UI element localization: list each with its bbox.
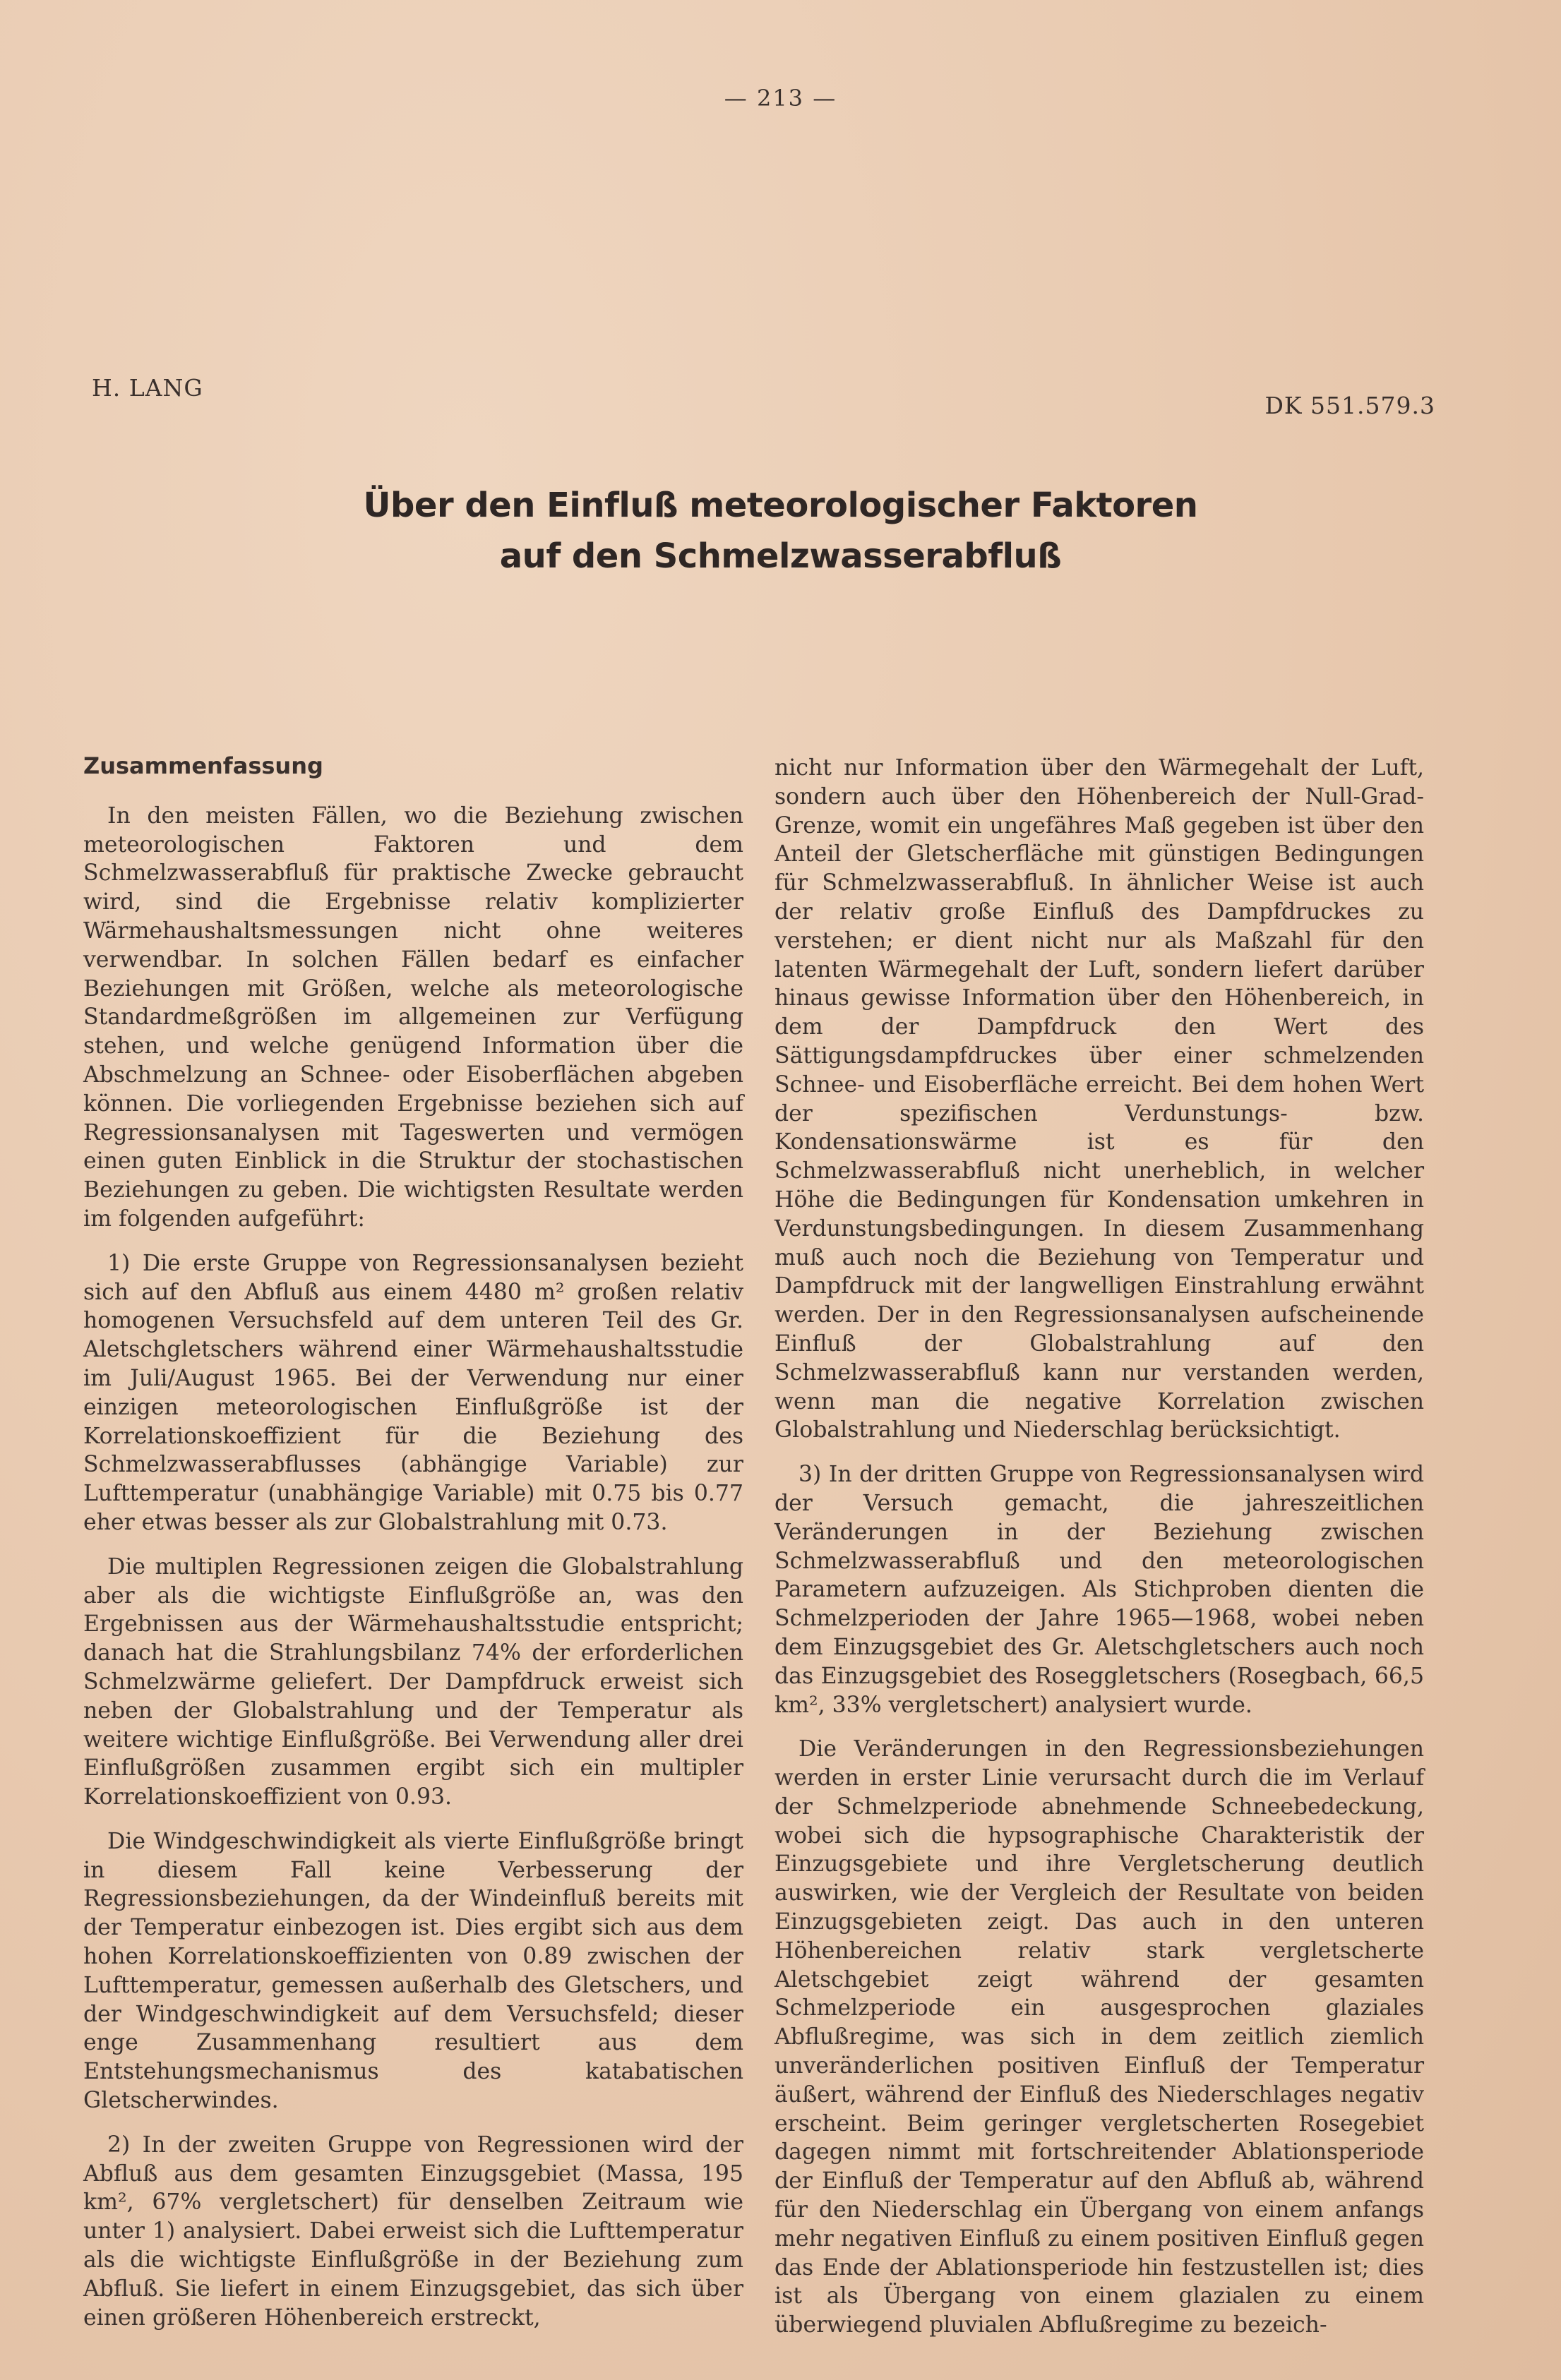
left-column	[83, 752, 743, 2348]
paragraph: Die Veränderungen in den Regressionsbeziehungen werden in erster Linie verursacht durch die im Verlauf der Schmelzperiode abnehmende Schneebedeckung, wobei sich die hypsographische Charakteristik der Einzugsgebiete und ihre Vergletscherung deutlich auswirken, wie der Vergleich der Resultate von beiden Einzugsgebieten zeigt. Das auch in den unteren Höhenbereichen relativ stark vergletscherte Aletschgebiet zeigt während der gesamten Schmelzperiode ein ausgesprochen glaziales Abflußregime, was sich in dem zeitlich ziemlich unveränderlichen positiven Einfluß der Temperatur äußert, während der Einfluß des Niederschlages negativ erscheint. Beim geringer vergletscherten Rosegebiet dagegen nimmt mit fortschreitender Ablationsperiode der Einfluß der Temperatur auf den Abfluß ab, während für den Niederschlag ein Übergang von einem anfangs mehr negativen Einfluß zu einem positiven Einfluß gegen das Ende der Ablationsperiode hin festzustellen ist; dies ist als Übergang von einem glazialen zu einem überwiegend pluvialen Abflußregime zu bezeich-	[774, 1736, 1424, 2338]
page-number: — 213 —	[724, 85, 837, 112]
section-heading: Zusammenfassung	[83, 752, 323, 779]
article-title	[0, 480, 1561, 582]
paragraph: In den meisten Fällen, wo die Beziehung zwischen meteorologischen Faktoren und dem Schmelzwasserabfluß für praktische Zwecke gebraucht wird, sind die Ergebnisse relativ komplizierter Wärmehaushaltsmessungen nicht ohne weiteres verwendbar. In solchen Fällen bedarf es einfacher Beziehungen mit Größen, welche als meteorologische Standardmeßgrößen im allgemeinen zur Verfügung stehen, und welche genügend Information über die Abschmelzung an Schnee- oder Eisoberflächen abgeben können. Die vorliegenden Ergebnisse beziehen sich auf Regressionsanalysen mit Tageswerten und vermögen einen guten Einblick in die Struktur der stochastischen Beziehungen zu geben. Die wichtigsten Resultate werden im folgenden aufgeführt:	[83, 803, 743, 1232]
dk-classification: DK 551.579.3	[1264, 392, 1435, 419]
author: H. LANG	[92, 374, 203, 402]
paragraph: 3) In der dritten Gruppe von Regressionsanalysen wird der Versuch gemacht, die jahreszeitlichen Veränderungen in der Beziehung zwischen Schmelzwasserabfluß und den meteorologischen Parametern aufzuzeigen. Als Stichproben dienten die Schmelzperioden der Jahre 1965—1968, wobei neben dem Einzugsgebiet des Gr. Aletschgletschers auch noch das Einzugsgebiet des Roseggletschers (Rosegbach, 66,5 km², 33% vergletschert) analysiert wurde.	[774, 1462, 1424, 1718]
paragraph: 1) Die erste Gruppe von Regressionsanalysen bezieht sich auf den Abfluß aus einem 4480 m² großen relativ homogenen Versuchsfeld auf dem unteren Teil des Gr. Aletschgletschers während einer Wärmehaushaltsstudie im Juli/August 1965. Bei der Verwendung nur einer einzigen meteorologischen Einflußgröße ist der Korrelationskoeffizient für die Beziehung des Schmelzwasserabflusses (abhängige Variable) zur Lufttemperatur (unabhängige Variable) mit 0.75 bis 0.77 eher etwas besser als zur Globalstrahlung mit 0.73.	[83, 1250, 743, 1535]
right-column	[774, 754, 1424, 2355]
title-line-2: auf den Schmelzwasserabfluß	[499, 536, 1062, 576]
paragraph: Die multiplen Regressionen zeigen die Globalstrahlung aber als die wichtigste Einflußgröße an, was den Ergebnissen aus der Wärmehaushaltsstudie entspricht; danach hat die Strahlungsbilanz 74% der erforderlichen Schmelzwärme geliefert. Der Dampfdruck erweist sich neben der Globalstrahlung und der Temperatur als weitere wichtige Einflußgröße. Bei Verwendung aller drei Einflußgrößen zusammen ergibt sich ein multipler Korrelationskoeffizient von 0.93.	[83, 1553, 743, 1810]
paragraph: Die Windgeschwindigkeit als vierte Einflußgröße bringt in diesem Fall keine Verbesserung der Regressionsbeziehungen, da der Windeinfluß bereits mit der Temperatur einbezogen ist. Dies ergibt sich aus dem hohen Korrelationskoeffizienten von 0.89 zwischen der Lufttemperatur, gemessen außerhalb des Gletschers, und der Windgeschwindigkeit auf dem Versuchsfeld; dieser enge Zusammenhang resultiert aus dem Entstehungsmechanismus des katabatischen Gletscherwindes.	[83, 1828, 743, 2114]
paragraph-continuation: nicht nur Information über den Wärmegehalt der Luft, sondern auch über den Höhenbereich der Null-Grad-Grenze, womit ein ungefähres Maß gegeben ist über den Anteil der Gletscherfläche mit günstigen Bedingungen für Schmelzwasserabfluß. In ähnlicher Weise ist auch der relativ große Einfluß des Dampfdruckes zu verstehen; er dient nicht nur als Maßzahl für den latenten Wärmegehalt der Luft, sondern liefert darüber hinaus gewisse Information über den Höhenbereich, in dem der Dampfdruck den Wert des Sättigungsdampfdruckes über einer schmelzenden Schnee- und Eisoberfläche erreicht. Bei dem hohen Wert der spezifischen Verdunstungs- bzw. Kondensationswärme ist es für den Schmelzwasserabfluß nicht unerheblich, in welcher Höhe die Bedingungen für Kondensation umkehren in Verdunstungsbedingungen. In diesem Zusammenhang muß auch noch die Beziehung von Temperatur und Dampfdruck mit der langwelligen Einstrahlung erwähnt werden. Der in den Regressionsanalysen aufscheinende Einfluß der Globalstrahlung auf den Schmelzwasserabfluß kann nur verstanden werden, wenn man die negative Korrelation zwischen Globalstrahlung und Niederschlag berücksichtigt.	[774, 755, 1424, 1443]
paragraph: 2) In der zweiten Gruppe von Regressionen wird der Abfluß aus dem gesamten Einzugsgebiet (Massa, 195 km², 67% vergletschert) für denselben Zeitraum wie unter 1) analysiert. Dabei erweist sich die Lufttemperatur als die wichtigste Einflußgröße in der Beziehung zum Abfluß. Sie liefert in einem Einzugsgebiet, das sich über einen größeren Höhenbereich erstreckt,	[83, 2132, 743, 2331]
title-line-1: Über den Einfluß meteorologischer Faktoren	[363, 486, 1198, 525]
